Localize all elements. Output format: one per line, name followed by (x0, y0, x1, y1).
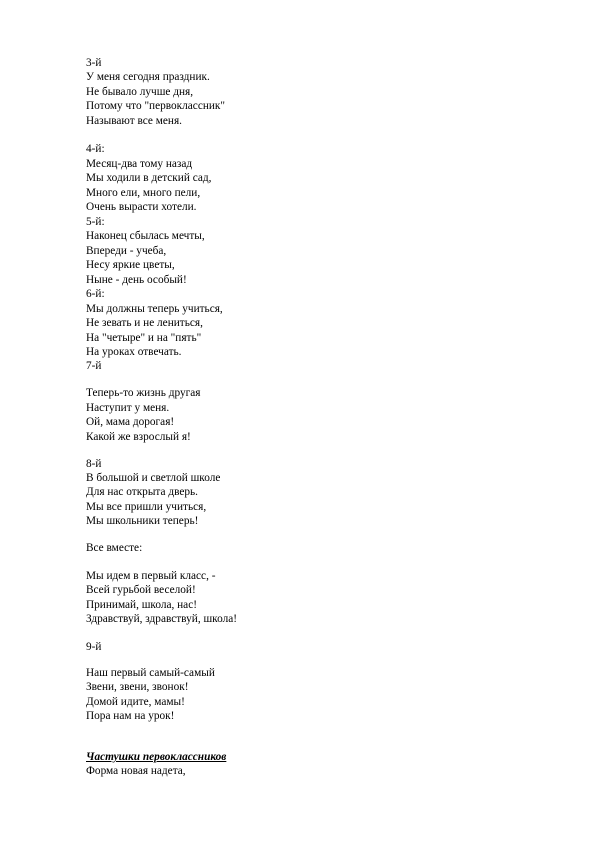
stanza-label: 5-й: (86, 216, 105, 228)
verse-line: Называют все меня. (86, 115, 182, 127)
verse-line: На уроках отвечать. (86, 346, 182, 358)
verse-line: Очень вырасти хотели. (86, 201, 197, 213)
verse-line: Месяц-два тому назад (86, 158, 193, 170)
verse-line: Здравствуй, здравствуй, школа! (86, 613, 238, 625)
section-heading: Частушки первоклассников (86, 751, 227, 763)
stanza-label: 3-й (86, 57, 102, 69)
stanza-label: 7-й (86, 360, 102, 372)
verse-line: Несу яркие цветы, (86, 259, 175, 271)
verse-line: Для нас открыта дверь. (86, 486, 198, 498)
verse-line: Мы школьники теперь! (86, 515, 199, 527)
verse-line: Ныне - день особый! (86, 274, 187, 286)
verse-line: Принимай, школа, нас! (86, 599, 197, 611)
stanza-label: 8-й (86, 458, 102, 470)
stanza-label: 6-й: (86, 288, 105, 300)
verse-line: Наступит у меня. (86, 402, 170, 414)
verse-line: Мы идем в первый класс, - (86, 570, 216, 582)
chorus-label: Все вместе: (86, 542, 143, 554)
verse-line: Впереди - учеба, (86, 245, 167, 257)
verse-line: Много ели, много пели, (86, 187, 201, 199)
verse-line: Теперь-то жизнь другая (86, 387, 201, 399)
verse-line: Наш первый самый-самый (86, 667, 215, 679)
stanza-label: 9-й (86, 641, 102, 653)
verse-line: Форма новая надета, (86, 765, 186, 777)
verse-line: На "четыре" и на "пять" (86, 332, 202, 344)
verse-line: Мы все пришли учиться, (86, 501, 207, 513)
verse-line: Мы ходили в детский сад, (86, 172, 212, 184)
verse-line: Потому что "первоклассник" (86, 100, 226, 112)
verse-line: Ой, мама дорогая! (86, 416, 175, 428)
stanza-label: 4-й: (86, 143, 105, 155)
verse-line: Не зевать и не лениться, (86, 317, 203, 329)
verse-line: Всей гурьбой веселой! (86, 584, 196, 596)
verse-line: У меня сегодня праздник. (86, 71, 210, 83)
verse-line: Наконец сбылась мечты, (86, 230, 205, 242)
verse-line: Не бывало лучше дня, (86, 86, 194, 98)
verse-line: В большой и светлой школе (86, 472, 221, 484)
verse-line: Звени, звени, звонок! (86, 681, 189, 693)
verse-line: Домой идите, мамы! (86, 696, 185, 708)
verse-line: Какой же взрослый я! (86, 431, 191, 443)
verse-line: Мы должны теперь учиться, (86, 303, 223, 315)
verse-line: Пора нам на урок! (86, 710, 175, 722)
